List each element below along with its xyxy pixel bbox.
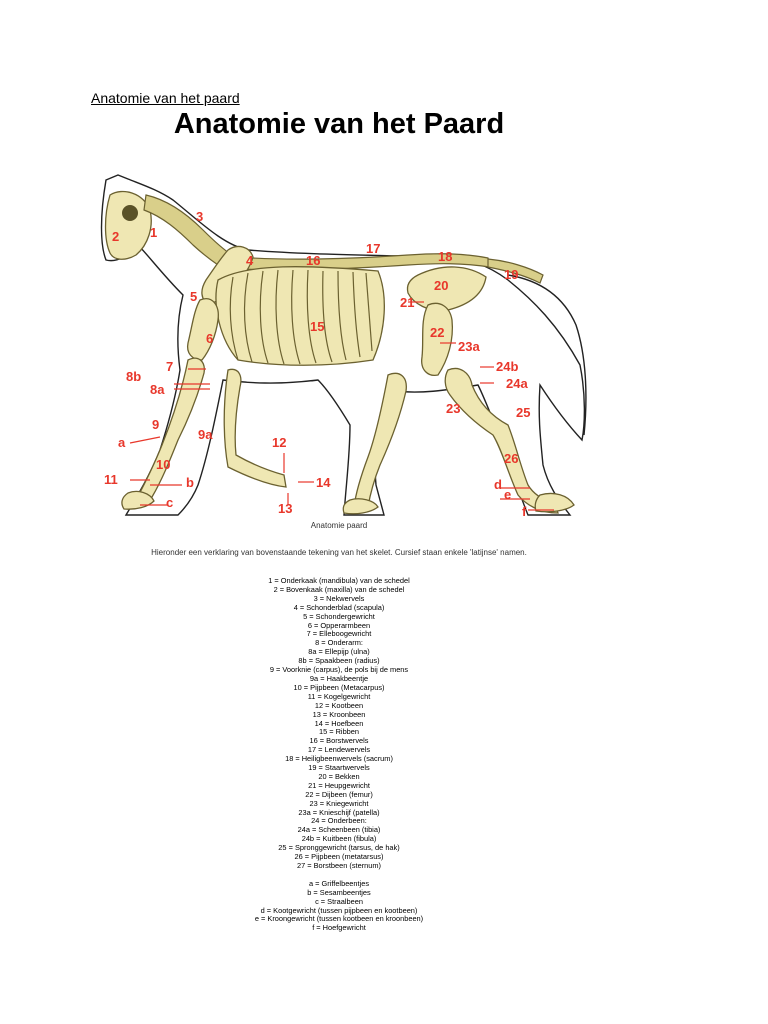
hind-hoof-bones: [343, 499, 378, 514]
figure-label: 22: [430, 325, 445, 340]
legend-item: 26 = Pijpbeen (metatarsus): [294, 852, 384, 862]
figure-caption: Anatomie paard: [310, 521, 368, 530]
front-leg-2-bones: [224, 369, 286, 487]
figure-label: 13: [278, 501, 293, 516]
figure-label: c: [166, 495, 174, 510]
legend-item: c = Straalbeen: [315, 896, 363, 906]
figure-label: 25: [516, 405, 531, 420]
figure-label: 24a: [506, 376, 528, 391]
figure-label: 23a: [458, 339, 480, 354]
legend-item: 24b = Kuitbeen (fibula): [301, 834, 377, 844]
figure-label: 11: [104, 472, 118, 487]
legend-item: d = Kootgewricht (tussen pijpbeen en kootbeen): [260, 905, 418, 915]
legend-item: 8a = Ellepijp (ulna): [308, 647, 370, 657]
figure-label: 21: [400, 295, 415, 310]
horse-skeleton-drawing: [88, 155, 588, 525]
figure-label: 7: [166, 359, 174, 374]
legend-item: 24a = Scheenbeen (tibia): [297, 825, 381, 835]
legend-item: 18 = Heiligbeenwervels (sacrum): [285, 754, 393, 764]
legend-item: 12 = Kootbeen: [314, 700, 364, 710]
figure-label: 5: [190, 289, 198, 304]
hind-hoof-2-bones: [535, 493, 574, 511]
legend-item: 27 = Borstbeen (sternum): [296, 861, 381, 870]
legend-item: 8b = Spaakbeen (radius): [298, 656, 380, 666]
legend-item: 23a = Knieschijf (patella): [298, 807, 380, 817]
figure-label: 1: [150, 225, 158, 240]
legend-item: 9a = Haakbeentje: [309, 673, 369, 683]
page-title: Anatomie van het Paard: [173, 108, 505, 140]
legend-list: [0, 577, 678, 933]
figure-label: 6: [206, 331, 214, 346]
figure-label: 24b: [496, 359, 519, 374]
figure-label: 8b: [126, 369, 142, 384]
intro-text: Hieronder een verklaring van bovenstaande tekening van het skelet. Cursief staan enkele 'latijnse' namen.: [151, 548, 527, 557]
legend-item: 24 = Onderbeen:: [311, 816, 367, 826]
humerus-bone: [188, 299, 219, 360]
skull-bone: [106, 191, 152, 259]
header-link[interactable]: Anatomie van het paard: [91, 90, 240, 106]
legend-item: 3 = Nekwervels: [313, 593, 365, 603]
figure-label: 18: [438, 249, 453, 264]
figure-label: 3: [196, 209, 204, 224]
legend-item: 8 = Onderarm:: [315, 638, 363, 648]
legend-item: f = Hoefgewricht: [312, 923, 366, 933]
legend-item: 11 = Kogelgewricht: [307, 691, 371, 701]
legend-item: 2 = Bovenkaak (maxilla) van de schedel: [273, 584, 405, 594]
legend-item: 10 = Pijpbeen (Metacarpus): [293, 682, 385, 692]
legend-item: 21 = Heupgewricht: [308, 780, 370, 790]
figure-label: f: [522, 504, 527, 519]
figure-label: 9: [152, 417, 160, 432]
figure-label: 19: [504, 267, 519, 282]
figure-label: 20: [434, 278, 449, 293]
figure-label: 26: [504, 451, 519, 466]
horse-skeleton-figure: [88, 155, 588, 525]
figure-label: 23: [446, 401, 461, 416]
legend-item: 15 = Ribben: [318, 727, 360, 737]
figure-label: 8a: [150, 382, 165, 397]
legend-item: 16 = Borstwervels: [309, 736, 369, 746]
legend-item: 5 = Schondergewricht: [303, 611, 375, 621]
figure-label: 9a: [198, 427, 213, 442]
figure-label: d: [494, 477, 502, 492]
legend-item: 9 = Voorknie (carpus), de pols bij de mens: [269, 665, 409, 675]
figure-label: 10: [156, 457, 171, 472]
front-leg-bones: [136, 358, 204, 500]
figure-label: b: [186, 475, 194, 490]
legend-item: e = Kroongewricht (tussen kootbeen en kroonbeen): [254, 914, 424, 924]
figure-label: 4: [246, 253, 254, 268]
legend-item: 7 = Elleboogewricht: [306, 629, 372, 639]
legend-item: 6 = Opperarmbeen: [307, 620, 371, 630]
legend-item: 25 = Spronggewricht (tarsus, de hak): [278, 843, 400, 853]
eye-socket: [122, 205, 138, 221]
figure-label: 15: [310, 319, 325, 334]
legend-item: 4 = Schonderblad (scapula): [293, 602, 385, 612]
figure-label: a: [118, 435, 126, 450]
legend-item: 19 = Staartwervels: [308, 763, 370, 773]
legend-item: 1 = Onderkaak (mandibula) van de schedel: [268, 576, 410, 585]
figure-label: 14: [316, 475, 331, 490]
hind-leg-bones: [354, 373, 406, 507]
figure-label: e: [504, 487, 512, 502]
legend-item: 14 = Hoefbeen: [314, 718, 364, 728]
figure-label: 12: [272, 435, 287, 450]
legend-item: a = Griffelbeentjes: [308, 878, 370, 888]
legend-item: b = Sesambeentjes: [307, 887, 371, 897]
figure-label: 16: [306, 253, 321, 268]
legend-item: 13 = Kroonbeen: [312, 709, 366, 719]
figure-label: 2: [112, 229, 120, 244]
legend-item: 20 = Bekken: [318, 771, 360, 781]
legend-item: 17 = Lendewervels: [307, 745, 371, 755]
legend-item: 22 = Dijbeen (femur): [305, 789, 373, 799]
figure-label: 17: [366, 241, 381, 256]
legend-item: 23 = Kniegewricht: [309, 798, 369, 808]
